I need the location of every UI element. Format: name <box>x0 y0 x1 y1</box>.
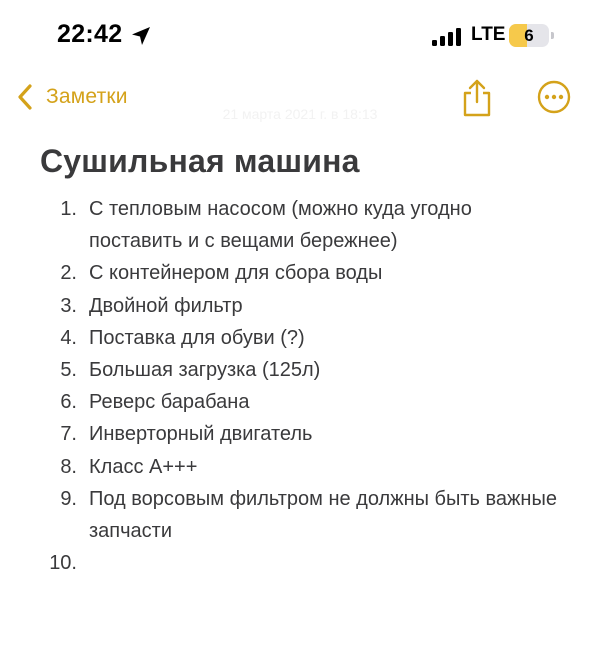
list-item-number: 4. <box>60 326 77 349</box>
list-item-text: Класс А+++ <box>89 455 198 478</box>
list-item[interactable] <box>0 290 600 322</box>
list-item[interactable] <box>0 547 600 579</box>
cellular-signal-icon <box>432 28 464 46</box>
list-item-text: С тепловым насосом (можно куда угодно поставить и с вещами бережнее) <box>89 198 472 253</box>
list-item[interactable] <box>0 257 600 289</box>
note-list <box>0 193 600 579</box>
share-icon[interactable] <box>460 78 494 118</box>
back-label: Заметки <box>46 85 128 108</box>
network-type: LTE <box>471 24 506 45</box>
list-item-text: С контейнером для сбора воды <box>89 262 383 285</box>
list-item-number: 7. <box>60 423 77 446</box>
list-item[interactable] <box>0 386 600 418</box>
list-item-text: Реверс барабана <box>89 391 250 414</box>
list-item-number: 6. <box>60 391 77 414</box>
list-item[interactable] <box>0 354 600 386</box>
list-item-number: 1. <box>60 198 77 220</box>
list-item[interactable] <box>0 418 600 450</box>
list-item-number: 10. <box>49 552 77 575</box>
list-item-text: Поставка для обуви (?) <box>89 326 305 349</box>
note-title[interactable]: Сушильная машина <box>40 143 360 179</box>
battery-indicator <box>509 24 551 47</box>
battery-body <box>509 24 549 47</box>
list-item-number: 8. <box>60 455 77 478</box>
navigation-bar <box>0 70 600 130</box>
list-item[interactable] <box>0 193 600 257</box>
list-item[interactable] <box>0 322 600 354</box>
list-item-text: Под ворсовым фильтром не должны быть важные запчасти <box>89 487 557 543</box>
status-bar <box>0 0 600 70</box>
list-item-text <box>89 547 559 579</box>
more-options-icon[interactable] <box>537 80 571 114</box>
note-date-faded: 21 марта 2021 г. в 18:13 <box>222 106 378 122</box>
status-time: 22:42 <box>57 20 123 48</box>
list-item-text: Инверторный двигатель <box>89 423 313 446</box>
list-item[interactable] <box>0 483 600 547</box>
battery-level: 6 <box>524 26 534 45</box>
list-item-text: Двойной фильтр <box>89 294 243 317</box>
list-item-number: 9. <box>60 487 77 510</box>
battery-cap <box>551 32 554 39</box>
location-arrow-icon <box>130 25 152 47</box>
list-item[interactable] <box>0 451 600 483</box>
list-item-number: 2. <box>60 262 77 285</box>
list-item-number: 3. <box>60 294 77 317</box>
list-item-text: Большая загрузка (125л) <box>89 359 321 382</box>
list-item-number: 5. <box>60 359 77 382</box>
